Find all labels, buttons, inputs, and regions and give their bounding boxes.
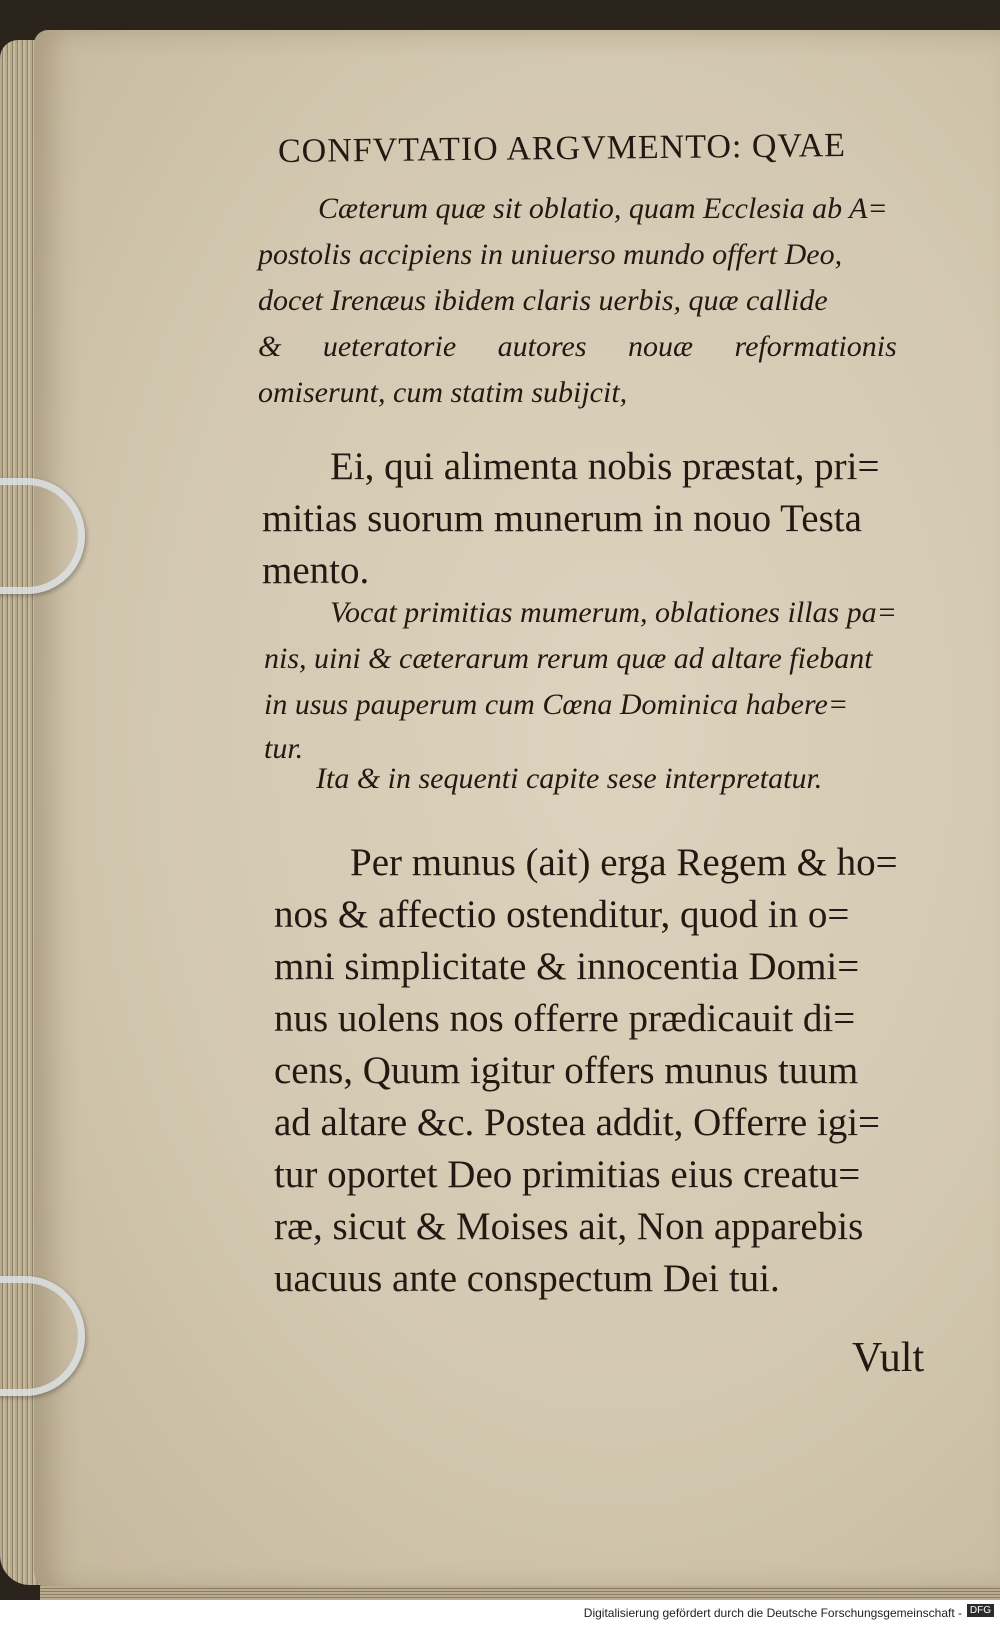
text-line: mitias suorum munerum in nouo Testa [262,497,862,540]
digitization-footer [0,1600,1000,1634]
text-line: tur oportet Deo primitias eius creatu= [274,1153,861,1196]
text-line: Ita & in sequenti capite sese interpretatur. [316,762,823,795]
text-line: in usus pauperum cum Cœna Dominica habere= [264,688,849,721]
text-line: cens, Quum igitur offers munus tuum [274,1049,859,1092]
text-line: mento. [262,549,370,592]
text-line: uacuus ante conspectum Dei tui. [274,1257,780,1300]
dfg-logo: DFG [967,1604,994,1617]
page-bottom-edge [40,1586,1000,1600]
text-line: mni simplicitate & innocentia Domi= [274,945,860,988]
running-head: CONFVTATIO ARGVMENTO: QVAE [277,127,847,170]
text-line: Cæterum quæ sit oblatio, quam Ecclesia ab A= [318,192,888,225]
text-line: nis, uini & cæterarum rerum quæ ad altare fiebant [264,642,873,675]
text-line: tur. [264,732,304,765]
text-line: & ueteratorie autores nouæ reformationis [258,330,897,363]
text-line: omiserunt, cum statim subijcit, [258,376,628,409]
text-line: nos & affectio ostenditur, quod in o= [274,893,850,936]
catchword: Vult [852,1335,925,1381]
text-line: docet Irenæus ibidem claris uerbis, quæ callide [258,284,828,317]
text-line: ræ, sicut & Moises ait, Non apparebis [274,1205,864,1248]
footer-credit: Digitalisierung gefördert durch die Deutsche Forschungsgemeinschaft - [583,1606,962,1620]
text-line: Vocat primitias mumerum, oblationes illas pa= [330,596,897,629]
text-line: Per munus (ait) erga Regem & ho= [350,841,898,884]
text-line: nus uolens nos offerre prædicauit di= [274,997,856,1040]
text-line: ad altare &c. Postea addit, Offerre igi= [274,1101,881,1144]
text-line: Ei, qui alimenta nobis præstat, pri= [330,445,880,488]
text-line: postolis accipiens in uniuerso mundo offert Deo, [258,238,843,271]
